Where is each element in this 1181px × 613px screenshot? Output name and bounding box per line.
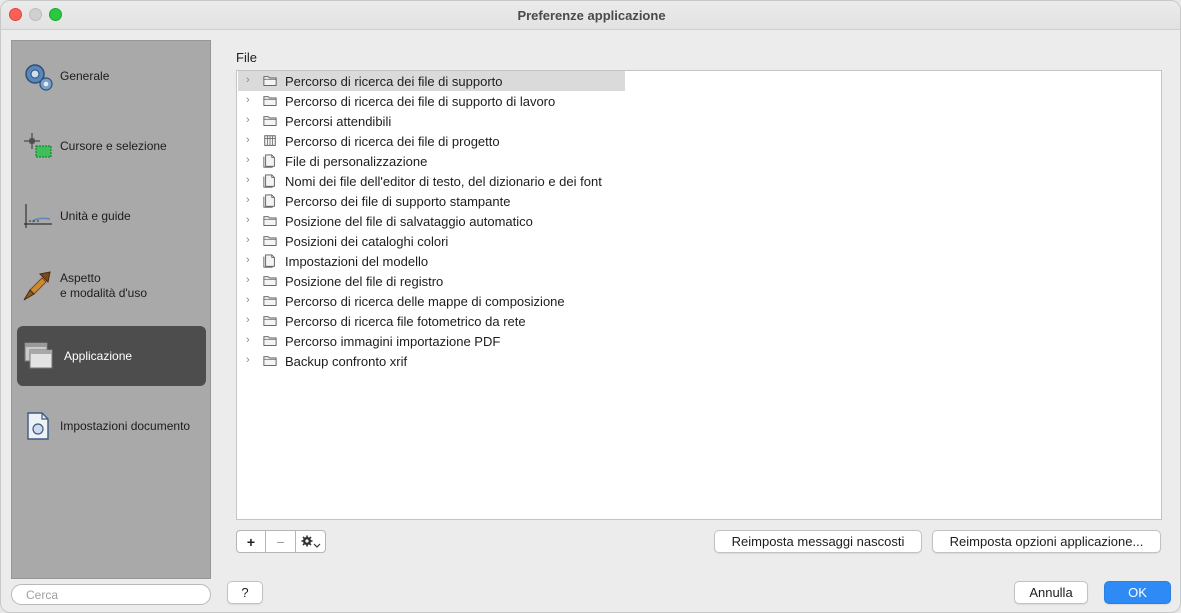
tree-row[interactable]	[238, 111, 1162, 131]
tree-row[interactable]	[238, 231, 1162, 251]
sidebar-item-label: Applicazione	[64, 348, 133, 363]
tree-row-label: Impostazioni del modello	[285, 254, 429, 269]
chevron-right-icon[interactable]: ›	[246, 234, 250, 246]
chevron-right-icon[interactable]: ›	[246, 334, 250, 346]
tree-row[interactable]	[238, 331, 1162, 351]
remove-button[interactable]: −	[266, 530, 296, 553]
tree-row[interactable]	[238, 131, 1162, 151]
tree-row-label: Posizione del file di registro	[285, 274, 444, 289]
tree-row[interactable]	[238, 91, 1162, 111]
sidebar-item-aspetto[interactable]	[17, 256, 206, 316]
tree-row-label: Percorsi attendibili	[285, 114, 392, 129]
files-icon	[262, 174, 278, 188]
tree-row-label: Percorso di ricerca dei file di supporto di lavoro	[285, 94, 556, 109]
folder-icon	[262, 314, 278, 328]
search-input[interactable]: Cerca	[11, 584, 211, 605]
tree-row-label: Backup confronto xrif	[285, 354, 408, 369]
section-label: File	[236, 50, 257, 65]
tree-row[interactable]	[238, 191, 1162, 211]
tree-row-label: Percorso di ricerca dei file di progetto	[285, 134, 500, 149]
sidebar-item-label: Unità e guide	[60, 208, 131, 223]
files-icon	[262, 254, 278, 268]
tree-row[interactable]	[238, 251, 1162, 271]
sidebar-item-label	[60, 256, 147, 316]
sidebar-item-label-line1: Aspetto	[60, 271, 101, 285]
ruler-icon	[22, 200, 54, 232]
tree-row[interactable]	[238, 151, 1162, 171]
reset-app-options-button[interactable]: Reimposta opzioni applicazione...	[932, 530, 1161, 553]
folder-icon	[262, 354, 278, 368]
sidebar	[11, 40, 211, 579]
tree-row[interactable]	[238, 311, 1162, 331]
chevron-right-icon[interactable]: ›	[246, 74, 250, 86]
chevron-right-icon[interactable]: ›	[246, 294, 250, 306]
sidebar-item-label-line2: e modalità d'uso	[60, 286, 148, 300]
chevron-right-icon[interactable]: ›	[246, 354, 250, 366]
sidebar-item-cursore[interactable]	[17, 116, 206, 176]
tree-row[interactable]	[238, 211, 1162, 231]
tree-row[interactable]	[238, 71, 1162, 91]
folder-icon	[262, 214, 278, 228]
ok-button[interactable]: OK	[1104, 581, 1171, 604]
sidebar-item-label: Impostazioni documento	[60, 418, 191, 433]
chevron-right-icon[interactable]: ›	[246, 214, 250, 226]
folder-icon	[262, 94, 278, 108]
help-button[interactable]: ?	[227, 581, 263, 604]
tree-row-label: Percorso di ricerca dei file di supporto	[285, 74, 503, 89]
tree-row-label: Percorso immagini importazione PDF	[285, 334, 501, 349]
document-settings-icon	[22, 410, 54, 442]
chevron-right-icon[interactable]: ›	[246, 254, 250, 266]
gear-icon	[22, 60, 54, 92]
chevron-right-icon[interactable]: ›	[246, 134, 250, 146]
project-icon	[262, 134, 278, 148]
tree-row-label: Percorso dei file di supporto stampante	[285, 194, 511, 209]
file-tree	[236, 70, 1162, 520]
tree-row-label: Percorso di ricerca file fotometrico da rete	[285, 314, 526, 329]
cancel-button[interactable]: Annulla	[1014, 581, 1088, 604]
folder-icon	[262, 334, 278, 348]
tree-row[interactable]	[238, 271, 1162, 291]
tree-row-label: Percorso di ricerca delle mappe di composizione	[285, 294, 565, 309]
tree-row-label: Nomi dei file dell'editor di testo, del dizionario e dei font	[285, 174, 602, 189]
tree-row-label: Posizione del file di salvataggio automatico	[285, 214, 533, 229]
chevron-right-icon[interactable]: ›	[246, 114, 250, 126]
tree-row[interactable]	[238, 291, 1162, 311]
chevron-right-icon[interactable]: ›	[246, 154, 250, 166]
folder-icon	[262, 114, 278, 128]
title-bar	[1, 1, 1181, 30]
chevron-right-icon[interactable]: ›	[246, 274, 250, 286]
tree-row-label: File di personalizzazione	[285, 154, 428, 169]
chevron-right-icon[interactable]: ›	[246, 314, 250, 326]
add-button[interactable]: +	[236, 530, 266, 553]
files-icon	[262, 154, 278, 168]
chevron-right-icon[interactable]: ›	[246, 194, 250, 206]
folder-icon	[262, 234, 278, 248]
cursor-selection-icon	[22, 130, 54, 162]
gear-icon	[300, 535, 322, 549]
chevron-right-icon[interactable]: ›	[246, 174, 250, 186]
windows-icon	[22, 340, 54, 372]
reset-hidden-messages-button[interactable]: Reimposta messaggi nascosti	[714, 530, 922, 553]
folder-icon	[262, 74, 278, 88]
tree-row[interactable]	[238, 171, 1162, 191]
sidebar-item-label: Generale	[60, 68, 110, 83]
folder-icon	[262, 294, 278, 308]
sidebar-item-generale[interactable]	[17, 46, 206, 106]
sidebar-item-applicazione[interactable]	[17, 326, 206, 386]
tree-row-label: Posizioni dei cataloghi colori	[285, 234, 449, 249]
folder-icon	[262, 274, 278, 288]
tree-row[interactable]	[238, 351, 1162, 371]
sidebar-item-unita[interactable]	[17, 186, 206, 246]
chevron-right-icon[interactable]: ›	[246, 94, 250, 106]
gear-menu-button[interactable]	[296, 530, 326, 553]
sidebar-item-impostazioni-documento[interactable]	[17, 396, 206, 456]
window-title: Preferenze applicazione	[517, 8, 666, 23]
brush-icon	[22, 270, 54, 302]
sidebar-item-label: Cursore e selezione	[60, 138, 167, 153]
files-icon	[262, 194, 278, 208]
